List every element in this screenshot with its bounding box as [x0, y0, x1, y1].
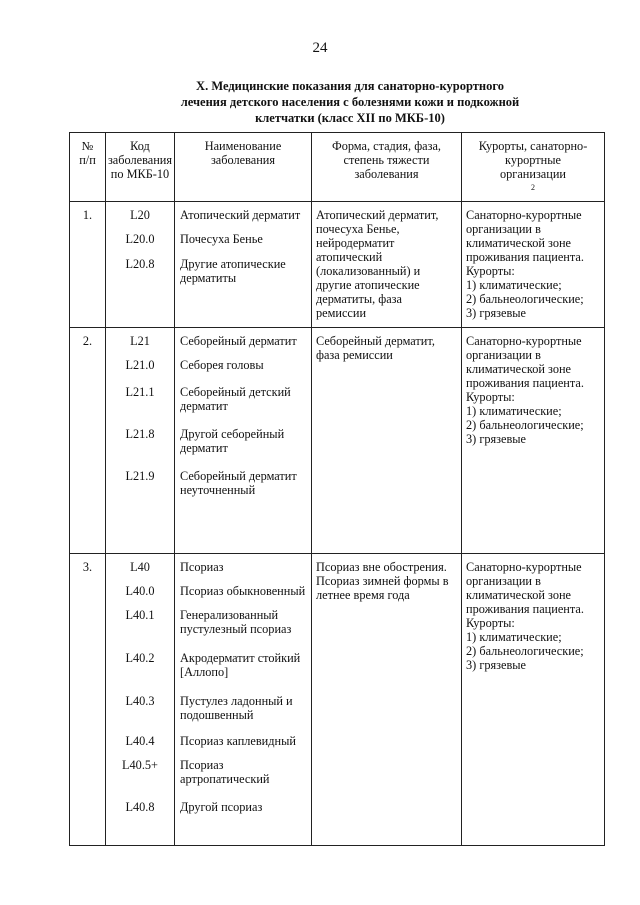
form-line: Себорейный дерматит,: [316, 334, 435, 348]
resorts-line: климатической зоне: [466, 236, 572, 250]
form-line: атопический: [316, 250, 383, 264]
form-line: почесуха Бенье,: [316, 222, 400, 236]
disease-name-line: Другие атопические: [180, 257, 286, 271]
form-line: другие атопические: [316, 278, 420, 292]
indications-table: [69, 132, 605, 846]
disease-name: [175, 385, 311, 427]
disease-name: [175, 358, 311, 385]
header-line: [462, 167, 604, 198]
header-name: [175, 133, 312, 202]
resorts-line: Санаторно-курортные: [466, 560, 582, 574]
disease-name: [175, 232, 311, 257]
resorts-line: 2) бальнеологические;: [466, 292, 584, 306]
row-number: 3.: [70, 554, 106, 846]
form-line: летнее время года: [316, 588, 410, 602]
header-num: [70, 133, 106, 202]
disease-name: [175, 560, 311, 584]
resorts-line: проживания пациента.: [466, 376, 584, 390]
icd-code: L20.0: [125, 232, 155, 246]
icd-code: L21.8: [125, 427, 155, 441]
resorts-line: 1) климатические;: [466, 630, 562, 644]
disease-name-line: подошвенный: [180, 708, 254, 722]
icd-code: L21.1: [125, 385, 155, 399]
icd-code: L40.4: [125, 734, 155, 748]
header-line: №: [81, 139, 94, 153]
disease-name-line: дерматит: [180, 441, 228, 455]
disease-name: [175, 584, 311, 608]
form-line: фаза ремиссии: [316, 348, 393, 362]
resorts-line: 1) климатические;: [466, 278, 562, 292]
disease-name: [175, 334, 311, 358]
disease-name: [175, 651, 311, 694]
title-line: клетчатки (класс XII по МКБ-10): [255, 111, 445, 125]
header-code: [106, 133, 175, 202]
header-line: Курорты, санаторно-: [478, 139, 588, 153]
disease-name-line: дерматит: [180, 399, 228, 413]
header-line: п/п: [79, 153, 96, 167]
icd-code: L40.0: [125, 584, 155, 598]
disease-name: [175, 800, 311, 820]
disease-name-line: артропатический: [180, 772, 270, 786]
disease-name: [175, 427, 311, 469]
icd-code: L40.2: [125, 651, 155, 665]
form-line: Псориаз вне обострения.: [316, 560, 447, 574]
resorts-line: Курорты:: [466, 390, 515, 404]
title-line: лечения детского населения с болезнями кожи и подкожной: [180, 95, 520, 109]
disease-name-line: Пустулез ладонный и: [180, 694, 293, 708]
disease-name: [175, 257, 311, 287]
name-cell: [175, 202, 312, 328]
resorts-line: 3) грязевые: [466, 658, 527, 672]
resorts-line: организации в: [466, 222, 541, 236]
form-line: ремиссии: [316, 306, 367, 320]
form-line: дерматиты, фаза: [316, 292, 402, 306]
disease-name-line: Псориаз обыкновенный: [180, 584, 306, 598]
name-cell: [175, 328, 312, 554]
disease-name: [175, 758, 311, 800]
header-line: заболевания: [354, 167, 419, 181]
disease-name-line: дерматиты: [180, 271, 237, 285]
disease-name: [175, 694, 311, 734]
icd-code: L20.8: [125, 257, 155, 271]
table-row: [70, 554, 605, 846]
table-row: [70, 202, 605, 328]
resorts-line: проживания пациента.: [466, 250, 584, 264]
header-resorts: [462, 133, 605, 202]
icd-code: L40: [130, 560, 150, 574]
header-line: заболевания: [107, 153, 173, 167]
resorts-cell: [462, 554, 605, 846]
resorts-line: Курорты:: [466, 616, 515, 630]
disease-name-line: Почесуха Бенье: [180, 232, 263, 246]
icd-code: L40.1: [125, 608, 155, 622]
header-line: степень тяжести: [343, 153, 430, 167]
table-row: [70, 328, 605, 554]
resorts-line: 1) климатические;: [466, 404, 562, 418]
resorts-line: 3) грязевые: [466, 432, 527, 446]
form-cell: [312, 202, 462, 328]
header-line: Код: [130, 139, 150, 153]
icd-code: L21.9: [125, 469, 155, 483]
disease-name-line: Себорейный детский: [180, 385, 291, 399]
code-cell: [106, 328, 175, 554]
name-cell: [175, 554, 312, 846]
resorts-line: 2) бальнеологические;: [466, 418, 584, 432]
disease-name-line: Другой себорейный: [180, 427, 285, 441]
disease-name: [175, 208, 311, 232]
disease-name-line: Атопический дерматит: [180, 208, 301, 222]
icd-code: L40.5+: [122, 758, 158, 772]
disease-name: [175, 734, 311, 758]
resorts-line: организации в: [466, 574, 541, 588]
header-line: Наименование: [204, 139, 282, 153]
icd-code: L40.3: [125, 694, 155, 708]
form-line: (локализованный) и: [316, 264, 421, 278]
disease-name-line: Себорейный дерматит: [180, 469, 297, 483]
disease-name-line: Псориаз каплевидный: [180, 734, 296, 748]
disease-name-line: Себорея головы: [180, 358, 264, 372]
disease-name-line: пустулезный псориаз: [180, 622, 292, 636]
icd-code: L21.0: [125, 358, 155, 372]
resorts-line: 3) грязевые: [466, 306, 527, 320]
resorts-line: организации в: [466, 348, 541, 362]
disease-name-line: Псориаз: [180, 758, 224, 772]
title-line: X. Медицинские показания для санаторно-курортного: [196, 79, 504, 93]
resorts-line: Курорты:: [466, 264, 515, 278]
header-line: заболевания: [210, 153, 276, 167]
form-cell: [312, 328, 462, 554]
disease-name-line: Псориаз: [180, 560, 224, 574]
resorts-line: климатической зоне: [466, 588, 572, 602]
disease-name-line: Себорейный дерматит: [180, 334, 297, 348]
header-line: курортные: [505, 153, 561, 167]
disease-name-line: неуточненный: [180, 483, 256, 497]
form-cell: [312, 554, 462, 846]
page-number: 24: [312, 40, 328, 56]
section-title: [150, 78, 550, 126]
disease-name-line: Генерализованный: [180, 608, 279, 622]
footnote-mark: 2: [531, 183, 535, 192]
icd-code: L21: [130, 334, 150, 348]
disease-name: [175, 469, 311, 499]
icd-code: L40.8: [125, 800, 155, 814]
resorts-line: климатической зоне: [466, 362, 572, 376]
resorts-line: 2) бальнеологические;: [466, 644, 584, 658]
header-line: по МКБ-10: [110, 167, 170, 181]
form-line: нейродерматит: [316, 236, 395, 250]
code-cell: [106, 202, 175, 328]
form-line: Псориаз зимней формы в: [316, 574, 449, 588]
row-number: 1.: [70, 202, 106, 328]
code-cell: [106, 554, 175, 846]
header-line: Форма, стадия, фаза,: [331, 139, 442, 153]
resorts-line: проживания пациента.: [466, 602, 584, 616]
disease-name-line: [Аллопо]: [180, 665, 229, 679]
disease-name-line: Акродерматит стойкий: [180, 651, 301, 665]
resorts-line: Санаторно-курортные: [466, 334, 582, 348]
header-form: [312, 133, 462, 202]
form-line: Атопический дерматит,: [316, 208, 439, 222]
resorts-cell: [462, 328, 605, 554]
table-header-row: [70, 133, 605, 202]
row-number: 2.: [70, 328, 106, 554]
disease-name-line: Другой псориаз: [180, 800, 263, 814]
resorts-line: Санаторно-курортные: [466, 208, 582, 222]
disease-name: [175, 608, 311, 651]
header-text: организации: [499, 167, 567, 181]
resorts-cell: [462, 202, 605, 328]
icd-code: L20: [130, 208, 150, 222]
